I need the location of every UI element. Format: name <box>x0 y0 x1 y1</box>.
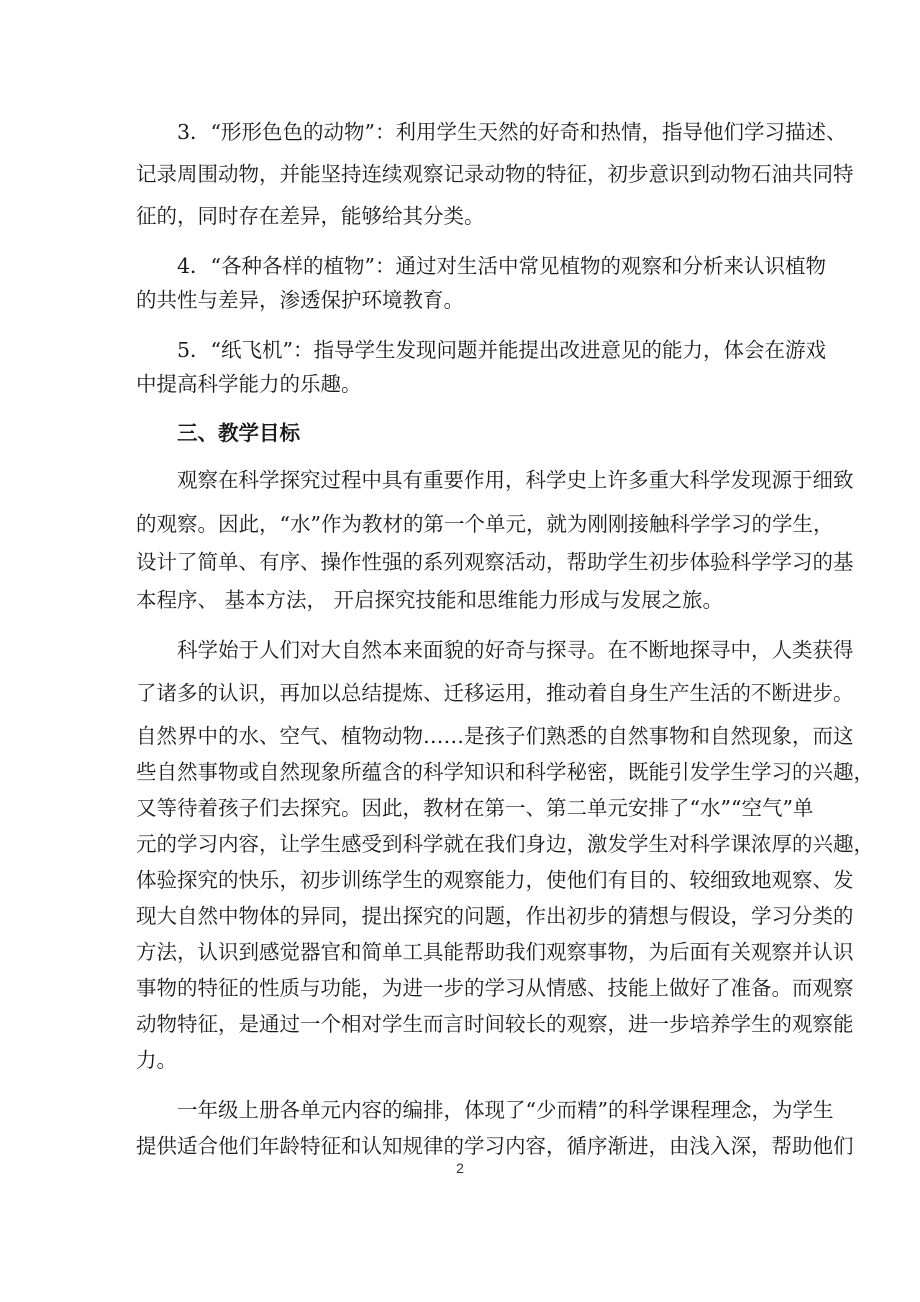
paragraph-line: 了诸多的认识，再加以总结提炼、迁移运用，推动着自身生产生活的不断进步。 <box>136 681 854 705</box>
paragraph-line: 的观察。因此，“水”作为教材的第一个单元，就为刚刚接触科学学习的学生， <box>136 512 834 536</box>
paragraph-line: 自然界中的水、空气、植物动物……是孩子们熟悉的自然事物和自然现象，而这 <box>136 724 854 748</box>
paragraph-line: 事物的特征的性质与功能，为进一步的学习从情感、技能上做好了准备。而观察 <box>136 976 854 1000</box>
paragraph-line: 设计了简单、有序、操作性强的系列观察活动，帮助学生初步体验科学学习的基 <box>136 550 854 574</box>
section-heading: 三、教学目标 <box>136 421 300 445</box>
paragraph-line: 观察在科学探究过程中具有重要作用，科学史上许多重大科学发现源于细致 <box>136 468 854 492</box>
paragraph-line: 的共性与差异，渗透保护环境教育。 <box>136 288 464 312</box>
page-number: 2 <box>456 1160 464 1176</box>
paragraph-line: 中提高科学能力的乐趣。 <box>136 372 362 396</box>
paragraph-line: 些自然事物或自然现象所蕴含的科学知识和科学秘密，既能引发学生学习的兴趣， <box>136 760 874 784</box>
paragraph-line: 记录周围动物，并能坚持连续观察记录动物的特征，初步意识到动物石油共同特 <box>136 162 854 186</box>
paragraph-line: 体验探究的快乐，初步训练学生的观察能力，使他们有目的、较细致地观察、发 <box>136 868 854 892</box>
paragraph-line: 一年级上册各单元内容的编排，体现了“少而精”的科学课程理念，为学生 <box>136 1098 834 1122</box>
paragraph-line: 3．“形形色色的动物”：利用学生天然的好奇和热情，指导他们学习描述、 <box>136 120 847 144</box>
paragraph-line: 5．“纸飞机”：指导学生发现问题并能提出改进意见的能力，体会在游戏 <box>136 338 827 362</box>
paragraph-line: 本程序、 基本方法， 开启探究技能和思维能力形成与发展之旅。 <box>136 588 724 612</box>
paragraph-line: 科学始于人们对大自然本来面貌的好奇与探寻。在不断地探寻中，人类获得 <box>136 638 854 662</box>
paragraph-line: 现大自然中物体的异同，提出探究的问题，作出初步的猜想与假设，学习分类的 <box>136 904 854 928</box>
paragraph-line: 又等待着孩子们去探究。因此，教材在第一、第二单元安排了“水”“空气”单 <box>136 796 814 820</box>
paragraph-line: 提供适合他们年龄特征和认知规律的学习内容，循序渐进，由浅入深，帮助他们 <box>136 1134 854 1158</box>
paragraph-line: 元的学习内容，让学生感受到科学就在我们身边，激发学生对科学课浓厚的兴趣， <box>136 832 874 856</box>
paragraph-line: 方法，认识到感觉器官和简单工具能帮助我们观察事物，为后面有关观察并认识 <box>136 940 854 964</box>
paragraph-line: 力。 <box>136 1048 177 1072</box>
paragraph-line: 4．“各种各样的植物”：通过对生活中常见植物的观察和分析来认识植物 <box>136 254 827 278</box>
paragraph-line: 动物特征，是通过一个相对学生而言时间较长的观察，进一步培养学生的观察能 <box>136 1012 854 1036</box>
paragraph-line: 征的，同时存在差异，能够给其分类。 <box>136 204 485 228</box>
